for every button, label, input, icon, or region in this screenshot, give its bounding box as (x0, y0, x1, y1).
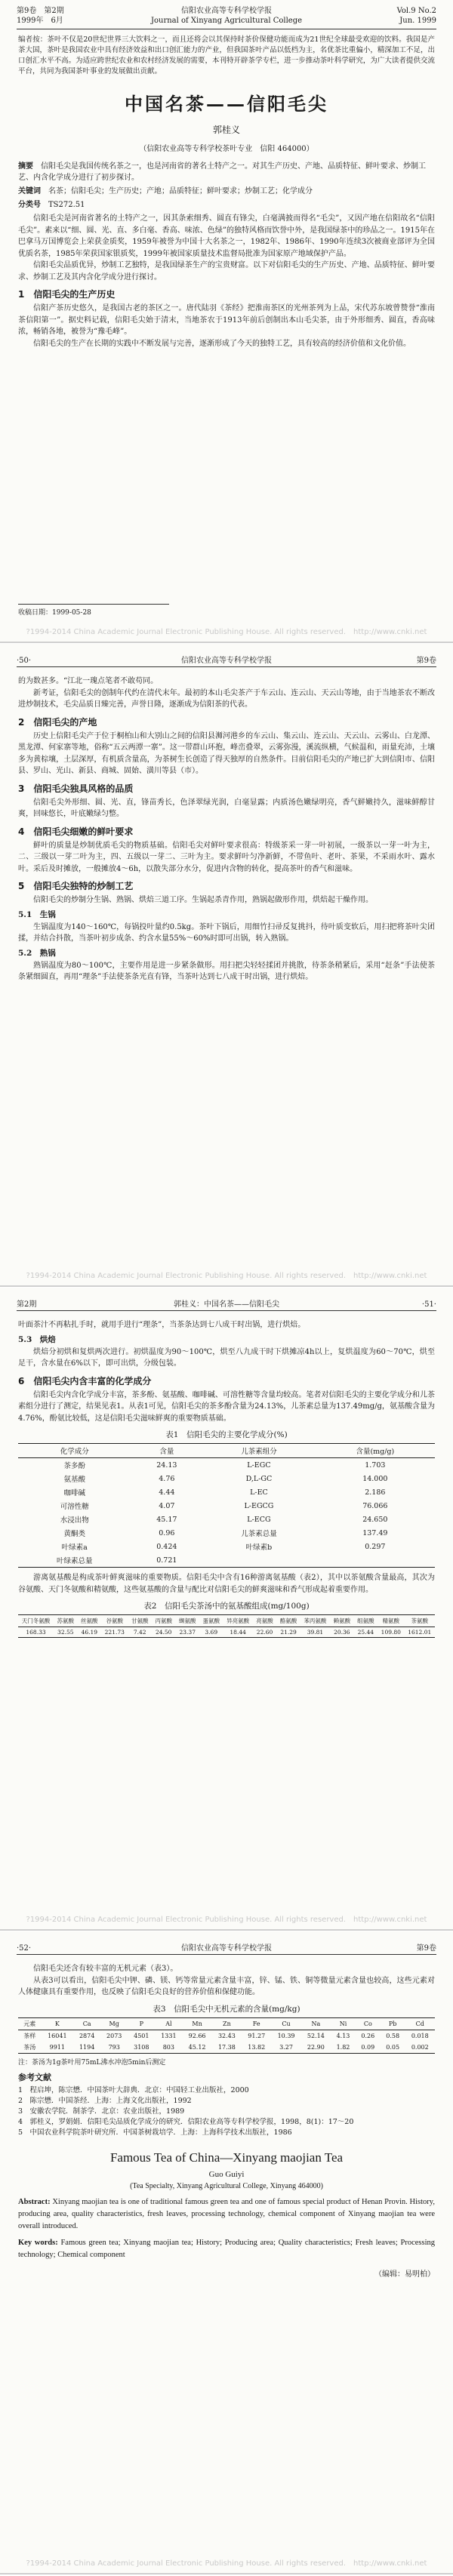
table-cell: 52.14 (307, 2032, 325, 2039)
table-cell: 18.44 (223, 1627, 253, 1638)
section-heading: 6 信阳毛尖内含丰富的化学成分 (18, 1375, 152, 1386)
body-paragraph: 新考证，信阳毛尖的创制年代约在清代末年。最初的本山毛尖茶产于车云山、连云山、天云山等地，由于当地茶农不断改进炒制技术，毛尖品质日臻完善，声誉日隆，逐渐成为信阳茶的代表。 (18, 688, 435, 709)
issue-date: 1999年 6月 (17, 17, 63, 25)
table-3-caption: 表3 信阳毛尖中无机元素的含量(mg/kg) (153, 2004, 300, 2014)
table-cell: 2073 (106, 2032, 122, 2039)
table-header-cell: 含量 (131, 1444, 202, 1458)
table-row (18, 1553, 435, 1568)
table-header-cell: Mn (182, 2017, 211, 2030)
article-running-title: 郭桂义：中国名茶——信阳毛尖 (174, 1300, 279, 1309)
table-header-cell: 酪氨酸 (276, 1615, 300, 1627)
cnki-watermark: ?1994-2014 China Academic Journal Electronic Publishing House. All rights reserved. http://www.cnki.net (26, 2559, 427, 2568)
volume-issue: 第9卷 第2期 (17, 7, 64, 15)
table-cell: L-EGC (247, 1460, 271, 1470)
abstract-text: 信阳毛尖是我国传统名茶之一，也是河南省的著名土特产之一。对其生产历史、产地、品质特征、鲜叶要求、炒制工艺、内含化学成分进行了初步探讨。 (18, 162, 426, 182)
table-cell: 氨基酸 (63, 1476, 85, 1484)
volume-label: 第2期 (17, 1300, 37, 1309)
table-cell: L-EGCG (244, 1501, 274, 1510)
table-cell: 0.424 (156, 1542, 177, 1551)
section-heading: 3 信阳毛尖独具风格的品质 (18, 783, 134, 794)
table-cell: 黄酮类 (63, 1530, 85, 1538)
journal-title-en: Journal of Xinyang Agricultural College (150, 17, 303, 25)
table-cell (316, 1553, 435, 1568)
table-cell: 10.39 (277, 2032, 295, 2039)
table-header-cell: 缬氨酸 (175, 1615, 199, 1627)
table-cell: 1.82 (331, 2042, 356, 2054)
table-cell: 茶汤 (18, 2042, 42, 2054)
journal-title: 信阳农业高等专科学校学报 (181, 657, 272, 665)
table-cell: 21.29 (276, 1627, 300, 1638)
table-cell: 4.07 (159, 1501, 175, 1510)
table-header-row (18, 1615, 435, 1627)
english-affiliation: (Tea Specialty, Xinyang Agricultural College, Xinyang 464000) (130, 2181, 323, 2190)
body-paragraph: 鲜叶的质量是炒制优质毛尖的物质基础。信阳毛尖对鲜叶要求很高：特级茶采一芽一叶初展，一级茶以一芽一叶为主，二、三级以一芽二叶为主，四、五级以一芽二、三叶为主。要求鲜叶匀净新鲜，不带鱼叶、老叶、茶果，不采雨水叶、露水叶。采后及时摊放，一般摊放4～6h，以散失部分水分，促进内含物的转化，提高茶叶的香气和滋味。 (18, 841, 435, 873)
section-heading: 1 信阳毛尖的生产历史 (18, 289, 116, 300)
intro-paragraph: 信阳毛尖品质优异，炒制工艺独特，是我国绿茶生产的宝贵财富。以下对信阳毛尖的生产历史、产地、品质特征、鲜叶要求、炒制工艺及其内含化学成分进行探讨。 (18, 261, 435, 282)
table-cell: 茶样 (23, 2032, 36, 2039)
body-paragraph: 历史上信阳毛尖产于位于桐柏山和大别山之间的信阳县浉河港乡的车云山、集云山、连云山、天云山、云雾山、白龙潭、黑龙潭、何家寨等地，俗称“五云两潭一寨”。这一带群山环抱，峰峦叠翠，云雾弥漫，溪流纵横，气候温和，雨量充沛，土壤多为黄棕壤，土层深厚，有机质含量高，为茶树生长创造了得天独厚的自然条件。目前信阳毛尖的产地已扩大到信阳市、信阳县、罗山、光山、新县、商城、固始、潢川等县（市）。 (18, 731, 435, 775)
table-cell: 76.066 (362, 1501, 388, 1510)
table-cell: 803 (155, 2042, 182, 2054)
table-3-inorganic-elements (18, 2017, 435, 2054)
running-header (17, 650, 436, 667)
table-cell: 32.43 (217, 2032, 236, 2039)
page-number: ·51· (421, 1300, 436, 1309)
table-cell: 24.13 (156, 1460, 177, 1470)
table-header-cell: 儿茶素组分 (202, 1444, 315, 1458)
body-paragraph: 信阳毛尖还含有较丰富的无机元素（表3）。 (33, 1965, 178, 1973)
volume-label: 第9卷 (416, 1944, 436, 1953)
table-header-cell: 丙氨酸 (152, 1615, 176, 1627)
table-cell: 可溶性糖 (60, 1503, 89, 1511)
classification (18, 199, 435, 211)
editor-note: 编者按：茶叶不仅是20世纪世界三大饮料之一，而且还将会以其保持时茶价保健功能而成为21世纪全球最受欢迎的饮料。我国是产茶大国，茶叶是我国农业中具有经济效益和出口创汇能力的产业，但我国茶叶产品以低档为主，名优茶比重偏小，精深加工不足，出口创汇水平不高。为适应跨世纪农业和农村经济发展的需要，本刊特开辟茶学专栏，进一步推动茶叶科学研究，为广大读者提供交流平台，共同为我国茶叶事业的发展做出贡献。 (18, 35, 435, 75)
body-paragraph: 熟锅温度为80～100℃，主要作用是进一步紧条做形。用扫把尖轻轻揉团并挑散，待茶条稍紧后，采用“赶条”手法使茶条紧细圆直，再用“理条”手法使茶条光直有锋，当茶叶达到七八成干时出锅，进行烘焙。 (18, 961, 435, 981)
table-cell: 109.80 (378, 1627, 404, 1638)
table-cell: 茶多酚 (63, 1462, 85, 1470)
table-row (18, 1540, 435, 1553)
table-cell: 儿茶素总量 (241, 1530, 277, 1538)
subsection-heading: 5.1 生锅 (18, 909, 56, 919)
table-cell: 14.000 (362, 1474, 388, 1483)
body-paragraph: 信阳产茶历史悠久，是我国古老的茶区之一。唐代陆羽《茶经》把淮南茶区的光州茶列为上品，宋代苏东坡曾赞誉“淮南茶信阳第一”。据史料记载，信阳毛尖始于清末，当地茶农于1913年前后创制出本山毛尖茶，由于外形细秀、圆直，香高味浓，畅销各地，被誉为“豫毛峰”。 (18, 304, 435, 336)
table-1-chemical-composition (18, 1443, 435, 1568)
reference-item: 5 中国农业科学院茶叶研究所．中国茶树栽培学．上海：上海科学技术出版社，1986 (18, 2128, 292, 2137)
table-header-cell: 精氨酸 (378, 1615, 404, 1627)
editor-credit: （编辑：易明柏） (374, 2270, 435, 2279)
table-row (18, 1472, 435, 1485)
intro-paragraph: 信阳毛尖是河南省著名的土特产之一，因其条索细秀、圆直有锋尖，白毫满披而得名“毛尖”，又因产地在信阳故名“信阳毛尖”。素来以“细、圆、光、直、多白毫、香高、味浓、色绿”的独特风格而饮誉中外，是我国绿茶中的珍品之一。1915年在巴拿马万国博览会上荣获金质奖，1959年被誉为中国十大名茶之一，1982年、1986年、1990年连续3次被商业部评为全国优质名茶，1985年荣获国家银质奖，1999年被国家质量技术监督局批准为国家原产地域保护产品。 (18, 214, 435, 258)
author-affiliation: （信阳农业高等专科学校茶叶专业 信阳 464000） (139, 145, 314, 153)
table-header-cell: Co (356, 2017, 381, 2030)
keywords (18, 186, 435, 197)
table-cell: 45.12 (182, 2042, 211, 2054)
table-cell: 168.33 (18, 1627, 54, 1638)
body-paragraph: 的为数甚多。“江北一瑰点笔者不敢苟同。 (18, 677, 159, 685)
table-header-cell: 蛋氨酸 (199, 1615, 223, 1627)
table-cell: 叶绿素a (61, 1543, 88, 1552)
table-cell: 0.018 (411, 2032, 429, 2039)
table-cell: 137.49 (362, 1528, 388, 1537)
table-3-note: 注：茶汤为1g茶叶用75mL沸水冲泡5min后测定 (18, 2058, 166, 2067)
page-number: ·52· (17, 1944, 32, 1953)
subsection-heading: 5.3 烘焙 (18, 1334, 56, 1344)
volume-issue-en: Vol.9 No.2 (396, 7, 436, 15)
table-header-cell: 甘氨酸 (128, 1615, 152, 1627)
table-cell: 39.81 (300, 1627, 330, 1638)
table-cell: 2874 (79, 2032, 95, 2039)
reference-item: 1 程启坤，陈宗懋．中国茶叶大辞典．北京：中国轻工业出版社，2000 (18, 2085, 249, 2094)
cnki-watermark: ?1994-2014 China Academic Journal Electronic Publishing House. All rights reserved. http://www.cnki.net (26, 1272, 427, 1280)
table-cell: 0.05 (381, 2042, 405, 2054)
table-header-cell: Al (155, 2017, 182, 2030)
reference-list (18, 2085, 435, 2138)
journal-page-4 (0, 1931, 453, 2574)
english-abstract (18, 2196, 435, 2233)
journal-page-1 (0, 0, 453, 643)
table-cell: 92.66 (188, 2032, 206, 2039)
table-cell: 221.73 (101, 1627, 128, 1638)
table-row (18, 1458, 435, 1473)
table-cell: 0.96 (159, 1528, 175, 1537)
table-cell: 1.703 (365, 1460, 386, 1470)
table-header-cell: Mg (100, 2017, 128, 2030)
english-abstract-text: Xinyang maojian tea is one of traditional famous green tea and one of famous special product of Henan Provin. History, producing area, quality characteristics, fresh leaves, processing technology, chemical component of Xinyang maojian tea were overall introduced. (18, 2197, 435, 2230)
table-cell: 32.55 (54, 1627, 78, 1638)
table-cell: 0.002 (405, 2042, 435, 2054)
table-2-amino-acids (18, 1614, 435, 1638)
body-paragraph: 信阳毛尖外形细、圆、光、直，锋苗秀长，色泽翠绿光润，白毫显露；内质汤色嫩绿明亮，香气鲜嫩持久，滋味鲜醇甘爽，回味悠长，叶底嫩绿匀整。 (18, 798, 435, 818)
table-cell: 17.38 (212, 2042, 242, 2054)
table-cell: L-EC (250, 1488, 268, 1497)
table-cell: 1331 (161, 2032, 177, 2039)
table-cell: D,L-GC (245, 1474, 273, 1483)
issue-info-en (397, 6, 436, 26)
running-header (17, 1294, 436, 1311)
table-cell: 1612.01 (405, 1627, 436, 1638)
article-author: 郭桂义 (212, 125, 240, 135)
table-row (18, 1513, 435, 1526)
table-header-cell: 谷氨酸 (101, 1615, 128, 1627)
body-paragraph: 信阳毛尖的生产在长期的实践中不断发展与完善，逐渐形成了今天的独特工艺，具有较高的经济价值和文化价值。 (33, 339, 411, 348)
volume-label: 第9卷 (416, 657, 436, 665)
table-cell: 22.60 (253, 1627, 277, 1638)
table-cell: 0.58 (386, 2032, 400, 2039)
table-header-cell: 苯丙氨酸 (300, 1615, 330, 1627)
cnki-watermark: ?1994-2014 China Academic Journal Electronic Publishing House. All rights reserved. http://www.cnki.net (26, 628, 427, 636)
table-header-cell: 亮氨酸 (253, 1615, 277, 1627)
table-header-cell: K (42, 2017, 74, 2030)
journal-page-3 (0, 1288, 453, 1931)
table-cell: 0.297 (365, 1542, 386, 1551)
table-cell: 3.69 (199, 1627, 223, 1638)
table-cell: 91.27 (248, 2032, 266, 2039)
page-3-body (18, 1319, 435, 1642)
table-cell: 4.76 (159, 1474, 175, 1483)
table-cell: 23.37 (175, 1627, 199, 1638)
english-abstract-label: Abstract: (18, 2197, 51, 2206)
table-cell: 46.19 (78, 1627, 102, 1638)
journal-title: 信阳农业高等专科学校学报 (181, 1944, 272, 1953)
table-cell: 9911 (42, 2042, 74, 2054)
table-cell (202, 1553, 315, 1568)
table-cell: 16041 (48, 2032, 67, 2039)
reference-item: 3 安徽农学院．制茶学．北京：农业出版社，1989 (18, 2107, 185, 2116)
page-2-body (18, 676, 435, 983)
english-title: Famous Tea of China—Xinyang maojian Tea (109, 2150, 344, 2165)
table-cell: 3.27 (271, 2042, 300, 2054)
received-date-footnote: 收稿日期：1999-05-28 (18, 604, 169, 617)
table-header-cell: 含量(mg/g) (316, 1444, 435, 1458)
references-heading: 参考文献 (18, 2072, 51, 2082)
body-paragraph: 从表3可以看出，信阳毛尖中钾、磷、镁、钙等常量元素含量丰富，锌、锰、铁、铜等微量元素含量也较高，这些元素对人体健康具有重要作用，也反映了信阳毛尖良好的营养价值和保健功能。 (18, 1976, 435, 1996)
table-2-caption: 表2 信阳毛尖茶汤中的氨基酸组成(mg/100g) (143, 1602, 310, 1611)
table-cell: 7.42 (128, 1627, 152, 1638)
table-row (18, 1627, 435, 1638)
abstract (18, 161, 435, 183)
table-row (18, 2042, 435, 2054)
body-paragraph: 信阳毛尖内含化学成分丰富，茶多酚、氨基酸、咖啡碱、可溶性糖等含量均较高。笔者对信阳毛尖的主要化学成分和儿茶素组分进行了测定，结果见表1。从表1可见，信阳毛尖的茶多酚含量为24.13%，儿茶素总量为137.49mg/g，氨基酸含量为4.76%，酚氨比较低，这是信阳毛尖滋味鲜爽的重要物质基础。 (18, 1390, 435, 1423)
table-cell: 45.17 (156, 1515, 177, 1524)
table-cell: 0.26 (361, 2032, 375, 2039)
table-header-cell: 化学成分 (18, 1444, 131, 1458)
table-header-row (18, 2017, 435, 2030)
table-header-cell: 茶氨酸 (405, 1615, 436, 1627)
table-cell: 叶绿素b (245, 1543, 273, 1552)
page-number: ·50· (17, 657, 32, 665)
table-row (18, 2030, 435, 2042)
abstract-label: 摘要 (18, 162, 33, 171)
table-header-cell: Na (301, 2017, 331, 2030)
journal-title-block (17, 6, 436, 26)
body-paragraph: 信阳毛尖的炒制分生锅、熟锅、烘焙三道工序。生锅起杀青作用，熟锅起做形作用，烘焙起干燥作用。 (33, 896, 373, 904)
body-paragraph: 叶面茶汁不再粘扎手时，就用手进行“理条”，当茶条达到七八成干时出锅，进行烘焙。 (18, 1321, 306, 1329)
table-row (18, 1485, 435, 1499)
table-cell: 13.82 (242, 2042, 271, 2054)
table-header-cell: Ni (331, 2017, 356, 2030)
page-4-body (18, 1963, 435, 2279)
english-author: Guo Guiyi (208, 2169, 245, 2179)
english-keywords (18, 2237, 435, 2261)
table-header-cell: Cu (271, 2017, 300, 2030)
subsection-heading: 5.2 熟锅 (18, 948, 56, 958)
english-keywords-label: Key words: (18, 2238, 58, 2247)
table-cell: 0.721 (131, 1553, 202, 1568)
table-cell: 24.650 (362, 1515, 388, 1524)
body-paragraph: 生锅温度为140～160℃，每锅投叶量约0.5kg。茶叶下锅后，用细竹扫帚反复挑抖，待叶质变软后，用扫把将茶叶尖团揉，并结合抖散，当茶叶初步成条、约含水量55%～60%时即可出锅，转入熟锅。 (18, 922, 435, 943)
table-cell: 22.90 (301, 2042, 331, 2054)
journal-page-2 (0, 644, 453, 1287)
table-header-cell: 苏氨酸 (54, 1615, 78, 1627)
cnki-watermark: ?1994-2014 China Academic Journal Electronic Publishing House. All rights reserved. http://www.cnki.net (26, 1916, 427, 1924)
table-header-row (18, 1444, 435, 1458)
journal-title-zh: 信阳农业高等专科学校学报 (181, 7, 272, 15)
issue-date-en: Jun. 1999 (399, 17, 436, 25)
table-cell: 24.50 (152, 1627, 176, 1638)
table-cell: 4.13 (336, 2032, 350, 2039)
table-header-cell: 天门冬氨酸 (18, 1615, 54, 1627)
running-header (17, 6, 436, 29)
table-row (18, 1499, 435, 1513)
table-header-cell: Pb (381, 2017, 405, 2030)
keywords-label: 关键词 (18, 187, 41, 195)
classification-number: TS272.51 (48, 201, 85, 209)
body-paragraph: 游离氨基酸是构成茶叶鲜爽滋味的重要物质。信阳毛尖中含有16种游离氨基酸（表2），其中以茶氨酸含量最高，其次为谷氨酸、天门冬氨酸和精氨酸，这些氨基酸的含量与配比对信阳毛尖的鲜爽滋味和香气形成起着重要作用。 (18, 1574, 435, 1594)
table-cell: 0.09 (356, 2042, 381, 2054)
table-cell: 2.186 (365, 1488, 386, 1497)
table-header-cell: Cd (405, 2017, 435, 2030)
table-cell: 25.44 (354, 1627, 378, 1638)
page-1-body (18, 35, 435, 349)
table-cell: 3108 (128, 2042, 155, 2054)
table-cell: 咖啡碱 (63, 1489, 85, 1497)
table-header-cell: P (128, 2017, 155, 2030)
table-header-cell: 组氨酸 (354, 1615, 378, 1627)
table-header-cell: 异亮氨酸 (223, 1615, 253, 1627)
table-row (18, 1526, 435, 1540)
table-cell: 4501 (134, 2032, 149, 2039)
section-heading: 2 信阳毛尖的产地 (18, 716, 97, 728)
body-paragraph: 烘焙分初烘和复烘两次进行。初烘温度为90～100℃，烘至八九成干时下烘摊凉4h以上，复烘温度为60～70℃，烘至足干，含水量在6%以下，即可出烘，分级包装。 (18, 1347, 435, 1368)
article-title: 中国名茶——信阳毛尖 (125, 93, 328, 115)
table-cell: 793 (100, 2042, 128, 2054)
table-header-cell: Zn (212, 2017, 242, 2030)
running-header (17, 1937, 436, 1955)
table-cell: 叶绿素总量 (18, 1553, 131, 1568)
section-heading: 4 信阳毛尖细嫩的鲜叶要求 (18, 826, 134, 837)
table-cell: L-ECG (247, 1515, 271, 1524)
reference-item: 2 陈宗懋．中国茶经．上海：上海文化出版社，1992 (18, 2096, 192, 2105)
english-keywords-text: Famous green tea; Xinyang maojian tea; History; Producing area; Quality characteristics; Fresh leaves; Processing technology; Chemical component (18, 2238, 436, 2259)
table-header-cell: 丝氨酸 (78, 1615, 102, 1627)
table-header-cell: Fe (242, 2017, 271, 2030)
classification-label: 分类号 (18, 201, 41, 209)
reference-item: 4 郭桂义，罗娟娟．信阳毛尖品质化学成分的研究．信阳农业高等专科学校学报，1998，8(1)：17～20 (18, 2117, 354, 2126)
table-header-cell: 元素 (18, 2017, 42, 2030)
section-heading: 5 信阳毛尖独特的炒制工艺 (18, 881, 134, 891)
table-1-caption: 表1 信阳毛尖的主要化学成分(%) (165, 1430, 288, 1439)
table-header-cell: Ca (73, 2017, 100, 2030)
table-cell: 20.36 (330, 1627, 354, 1638)
table-cell: 1194 (73, 2042, 100, 2054)
table-cell: 水浸出物 (60, 1516, 89, 1525)
table-header-cell: 赖氨酸 (330, 1615, 354, 1627)
table-cell: 4.44 (159, 1488, 175, 1497)
keywords-text: 名茶；信阳毛尖；生产历史；产地；品质特征；鲜叶要求；炒制工艺；化学成分 (48, 187, 313, 195)
